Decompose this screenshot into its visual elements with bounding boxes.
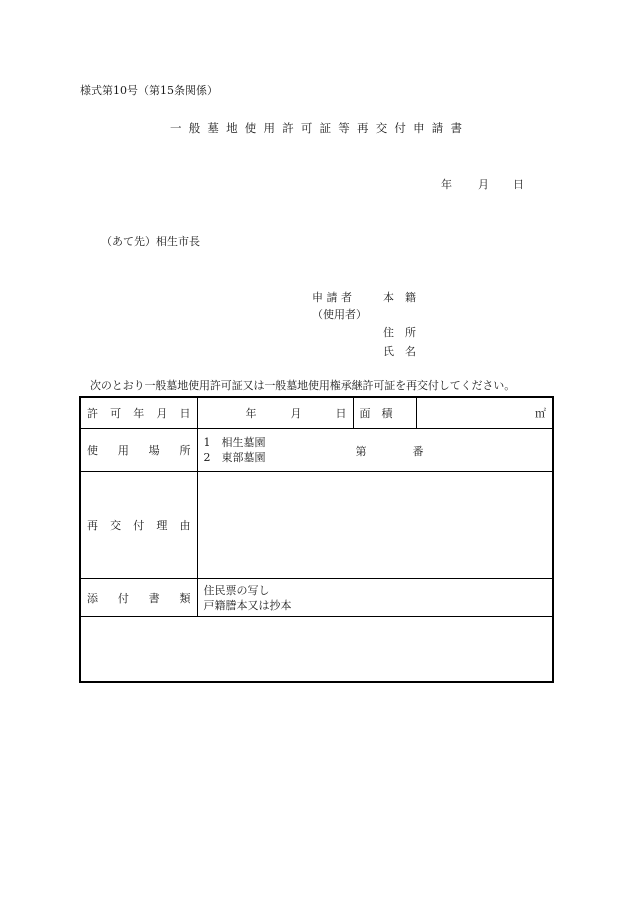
reason-row	[80, 472, 553, 579]
date-year-label: 年	[441, 178, 452, 191]
location-ban: 番	[412, 445, 424, 458]
permit-date-row	[80, 397, 553, 429]
reason-value-cell[interactable]	[197, 472, 553, 579]
attachments-label: 添 付 書 類	[87, 591, 191, 605]
location-row	[80, 429, 553, 472]
address-label: 住 所	[383, 326, 416, 339]
application-table	[79, 396, 554, 683]
location-dai: 第	[355, 445, 367, 458]
permit-year: 年	[245, 407, 257, 420]
attachment-item-1: 住民票の写し	[203, 583, 270, 597]
permit-day: 日	[335, 407, 347, 420]
permit-date-value-cell[interactable]	[197, 397, 353, 429]
form-number: 様式第10号（第15条関係）	[80, 84, 218, 97]
location-label: 使 用 場 所	[87, 444, 191, 457]
attachments-row	[80, 579, 553, 617]
area-label-cell	[353, 397, 416, 429]
addressee: （あて先）相生市長	[101, 235, 200, 248]
permit-month: 月	[290, 407, 302, 420]
intro-text: 次のとおり一般墓地使用許可証又は一般墓地使用権承継許可証を再交付してください。	[90, 379, 516, 392]
blank-row	[80, 617, 553, 683]
attachments-value-cell	[197, 579, 553, 617]
blank-cell[interactable]	[80, 617, 553, 683]
document-title: 一般墓地使用許可証等再交付申請書	[170, 121, 470, 135]
area-label: 面 積	[359, 407, 393, 420]
attachments-label-cell	[80, 579, 197, 617]
location-option-2: 2 東部墓園	[203, 451, 266, 464]
name-label: 氏 名	[383, 345, 416, 358]
date-day-label: 日	[513, 178, 524, 191]
location-option-1: 1 相生墓園	[203, 436, 266, 449]
location-label-cell	[80, 429, 197, 472]
area-value-cell[interactable]	[416, 397, 553, 429]
permit-date-label: 許 可 年 月 日	[87, 407, 191, 420]
reason-label: 再 交 付 理 由	[87, 519, 191, 532]
reason-label-cell	[80, 472, 197, 579]
applicant-label: 申 請 者	[312, 291, 352, 304]
area-unit: ㎡	[535, 407, 546, 420]
location-value-cell[interactable]	[197, 429, 553, 472]
applicant-sub-label: （使用者）	[312, 308, 367, 321]
honseki-label: 本 籍	[383, 291, 416, 304]
attachment-item-2: 戸籍謄本又は抄本	[203, 598, 292, 612]
permit-date-label-cell	[80, 397, 197, 429]
date-month-label: 月	[478, 178, 489, 191]
